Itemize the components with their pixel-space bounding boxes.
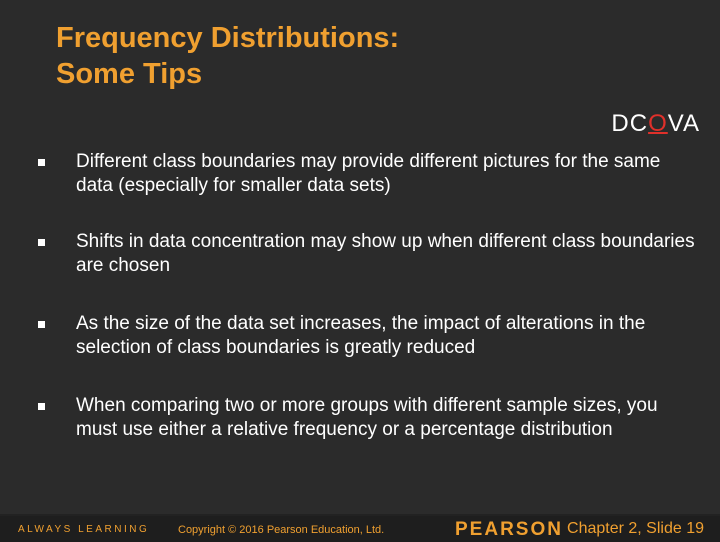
dcova-after: VA <box>667 110 700 137</box>
title-line-1: Frequency Distributions: <box>56 22 400 54</box>
bullet-item <box>36 230 696 278</box>
bullet-square-icon <box>36 394 76 442</box>
bullet-square-icon <box>36 150 76 198</box>
slide-number: Chapter 2, Slide 19 <box>567 520 704 537</box>
footer-bar <box>0 514 720 542</box>
dcova-before: DC <box>611 110 649 137</box>
bullet-square-icon <box>36 312 76 360</box>
bullet-text: Shifts in data concentration may show up when different class boundaries are chosen <box>76 231 695 276</box>
bullet-item <box>36 150 696 198</box>
slide-title <box>56 20 399 92</box>
footer-copyright: Copyright © 2016 Pearson Education, Ltd. <box>178 524 385 536</box>
bullet-item <box>36 312 696 360</box>
dcova-tag <box>611 110 700 138</box>
bullet-text: As the size of the data set increases, the impact of alterations in the selection of class boundaries is greatly reduced <box>76 313 646 358</box>
dcova-highlight: O <box>648 110 668 137</box>
title-line-2: Some Tips <box>56 58 203 90</box>
pearson-logo: PEARSON <box>455 519 563 540</box>
footer-tagline: ALWAYS LEARNING <box>18 524 150 535</box>
bullet-text: Different class boundaries may provide different pictures for the same data (especially for smaller data sets) <box>76 151 661 196</box>
bullet-item <box>36 394 696 442</box>
bullet-text: When comparing two or more groups with different sample sizes, you must use either a relative frequency or a percentage distribution <box>76 395 658 440</box>
bullet-square-icon <box>36 230 76 278</box>
